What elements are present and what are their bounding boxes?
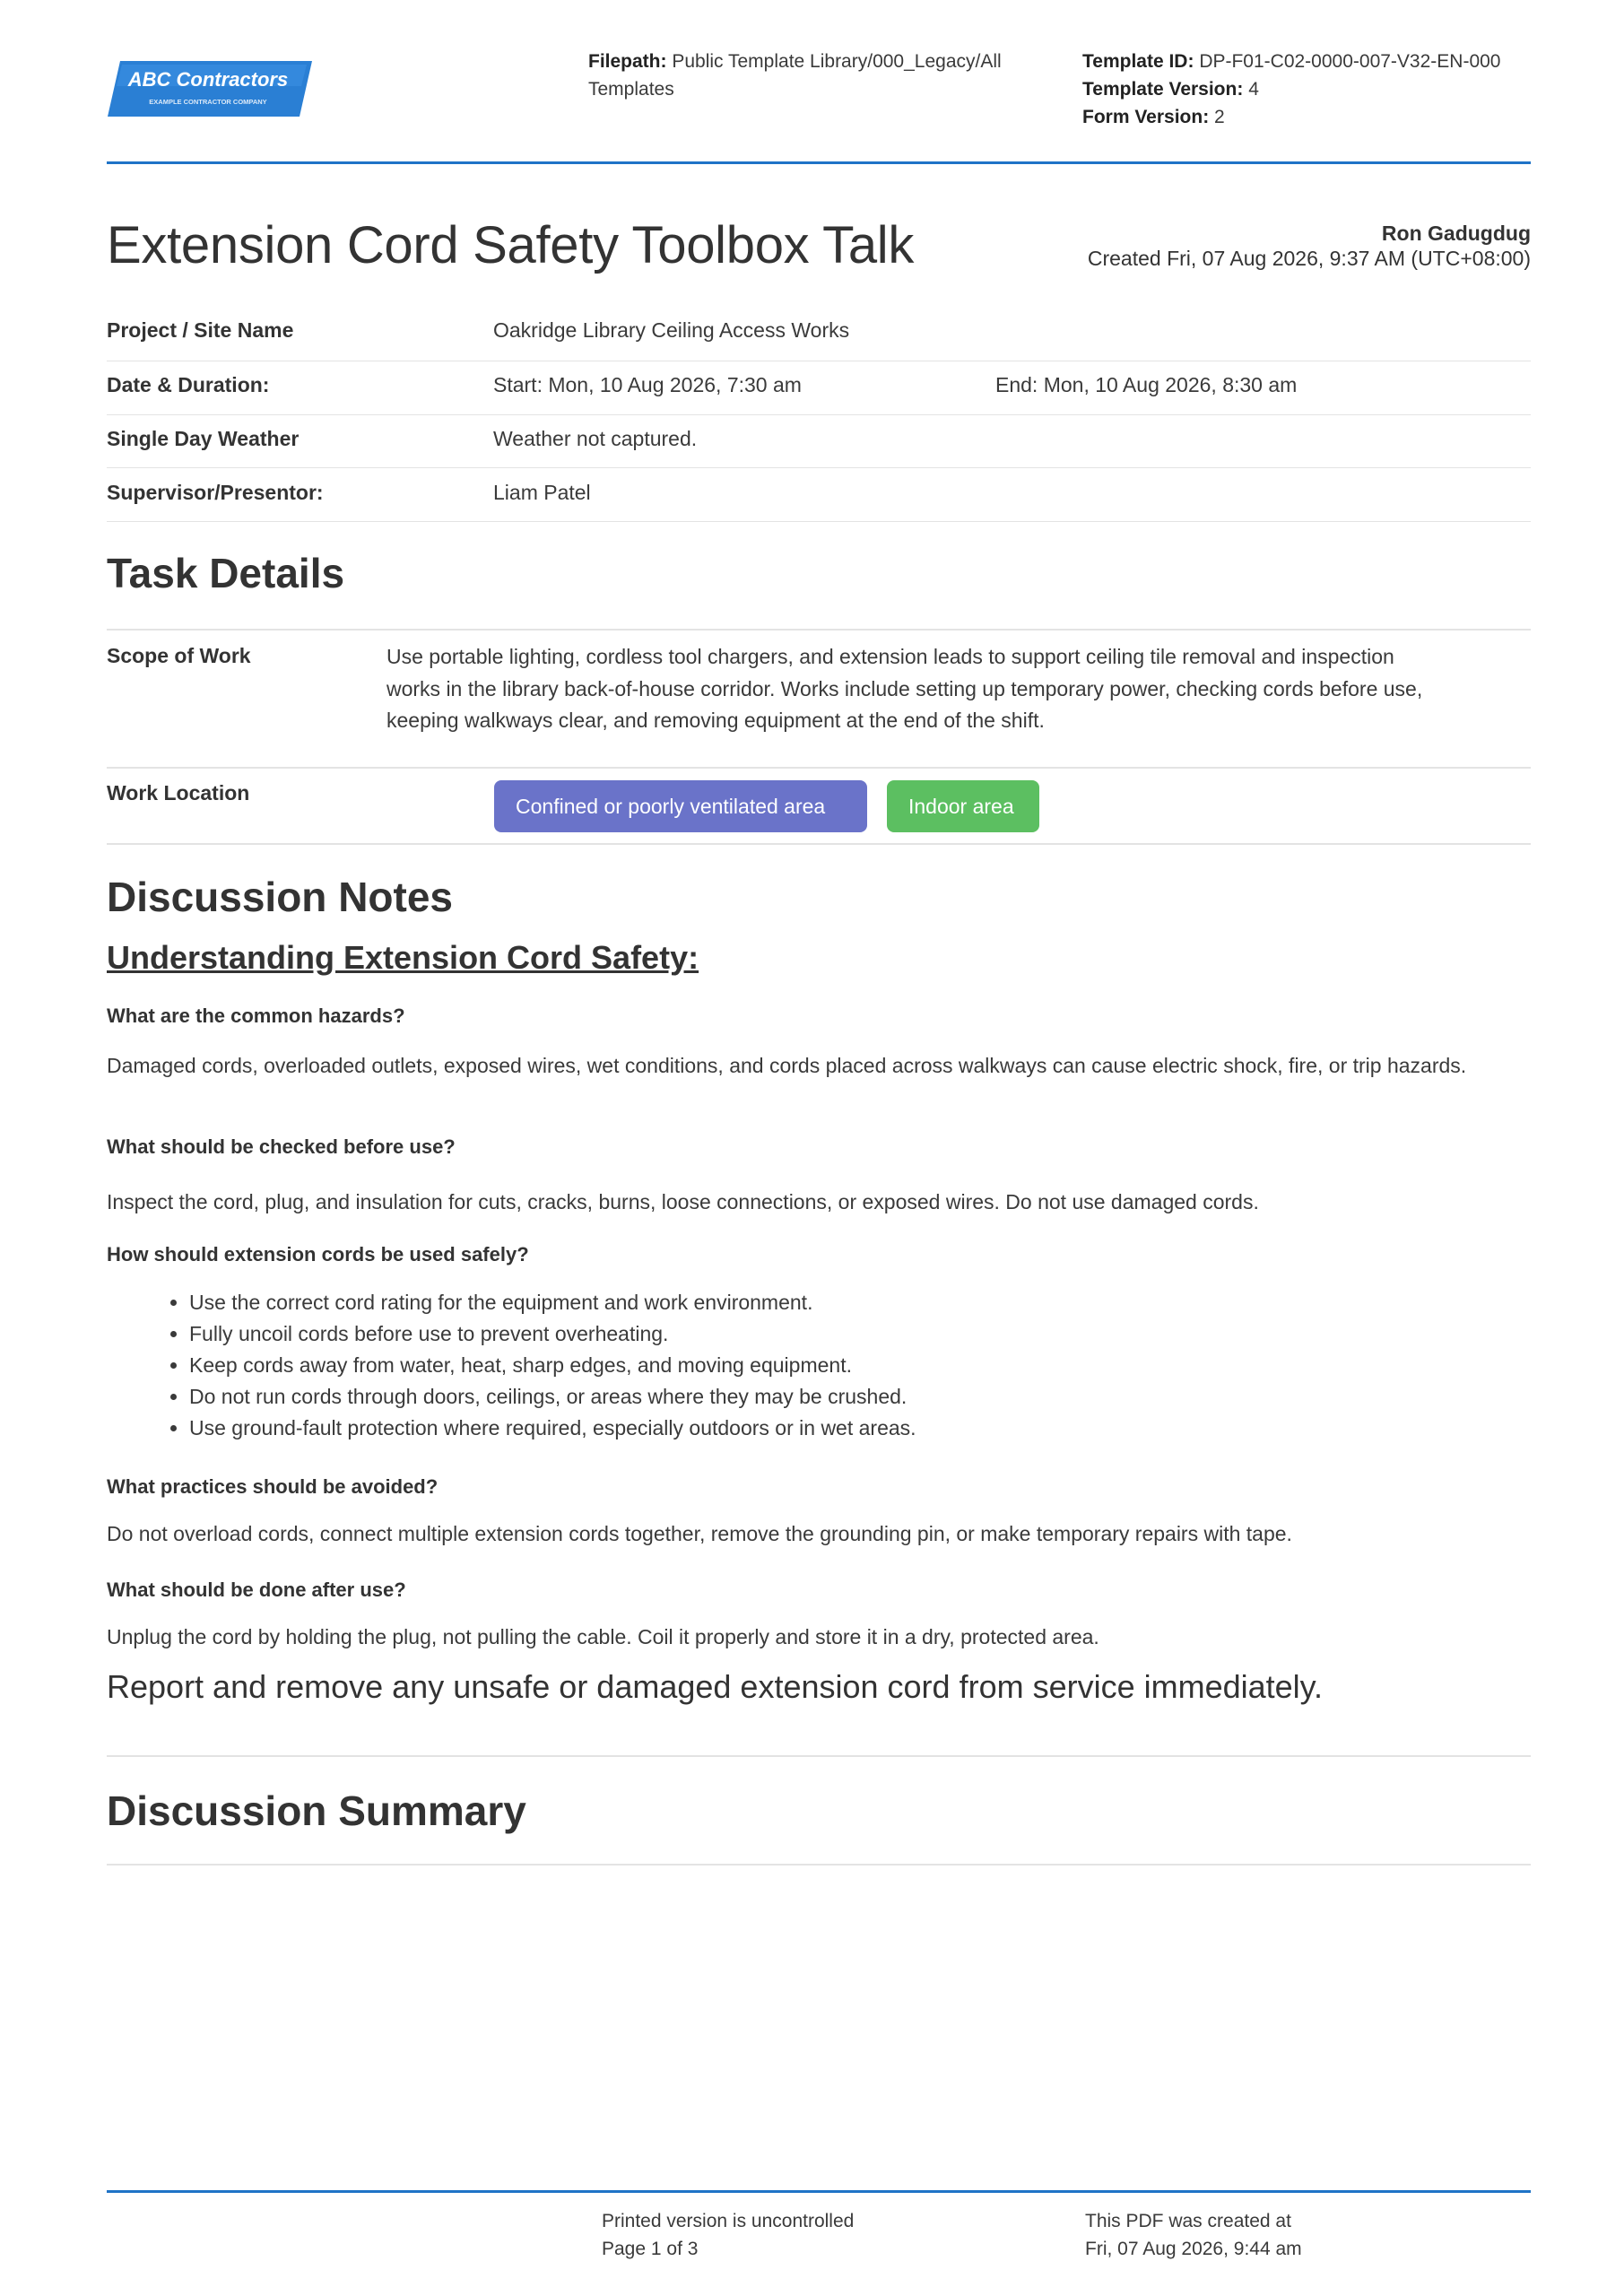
question-safe-use: How should extension cords be used safely? — [107, 1243, 529, 1265]
answer-after-use: Unplug the cord by holding the plug, not pulling the cable. Coil it properly and store it in a dry, protected area. — [107, 1625, 1099, 1648]
filepath-label: Filepath: — [588, 51, 667, 72]
uncontrolled-notice: Printed version is uncontrolled — [602, 2211, 855, 2231]
filepath-value: Public Template Library/000_Legacy/All Templates — [588, 51, 1002, 100]
answer-avoid: Do not overload cords, connect multiple extension cords together, remove the grounding pin, or make temporary repairs with tape. — [107, 1522, 1292, 1545]
task-details-heading: Task Details — [107, 550, 345, 596]
footer-divider — [107, 2190, 1531, 2193]
project-label: Project / Site Name — [107, 318, 294, 342]
form-version-value: 2 — [1214, 107, 1225, 127]
discussion-subheading: Understanding Extension Cord Safety: — [107, 939, 699, 976]
discussion-notes-heading: Discussion Notes — [107, 874, 453, 920]
weather-row — [107, 414, 1531, 468]
company-logo — [108, 59, 314, 118]
pdf-created-value: Fri, 07 Aug 2026, 9:44 am — [1085, 2239, 1302, 2259]
date-end: End: Mon, 10 Aug 2026, 8:30 am — [995, 373, 1298, 396]
date-start: Start: Mon, 10 Aug 2026, 7:30 am — [493, 373, 802, 396]
answer-hazards: Damaged cords, overloaded outlets, exposed wires, wet conditions, and cords placed across walkways can cause electric shock, fire, or trip hazards. — [107, 1054, 1467, 1077]
divider — [107, 1755, 1531, 1757]
date-row — [107, 361, 1531, 415]
logo-badge-icon — [108, 59, 314, 118]
weather-value: Weather not captured. — [493, 427, 698, 450]
list-item: • Fully uncoil cords before use to prevent overheating. — [189, 1318, 916, 1350]
weather-label: Single Day Weather — [107, 427, 300, 450]
question-hazards: What are the common hazards? — [107, 1004, 405, 1027]
divider — [107, 629, 1531, 631]
list-item: • Keep cords away from water, heat, sharp edges, and moving equipment. — [189, 1350, 916, 1381]
divider — [107, 843, 1531, 845]
supervisor-value: Liam Patel — [493, 481, 591, 504]
project-row — [107, 302, 1531, 361]
logo-text: ABC Contractors — [127, 68, 289, 91]
date-label: Date & Duration: — [107, 373, 270, 396]
question-avoid: What practices should be avoided? — [107, 1475, 439, 1498]
divider — [107, 767, 1531, 769]
template-id-label: Template ID: — [1082, 51, 1194, 72]
template-meta — [1082, 48, 1585, 131]
author-name: Ron Gadugdug — [1381, 222, 1531, 245]
footer-pdf-info — [1085, 2207, 1302, 2263]
location-tag-indoor: Indoor area — [887, 780, 1039, 832]
location-tag-confined: Confined or poorly ventilated area — [494, 780, 867, 832]
page-number: Page 1 of 3 — [602, 2239, 699, 2259]
filepath-meta — [588, 48, 1037, 103]
form-version-label: Form Version: — [1082, 107, 1210, 127]
header-divider — [107, 161, 1531, 164]
created-timestamp: Created Fri, 07 Aug 2026, 9:37 AM (UTC+08:00) — [1087, 247, 1531, 270]
closing-statement: Report and remove any unsafe or damaged extension cord from service immediately. — [107, 1668, 1323, 1705]
list-item: • Do not run cords through doors, ceilings, or areas where they may be crushed. — [189, 1381, 916, 1413]
list-item: • Use ground-fault protection where required, especially outdoors or in wet areas. — [189, 1413, 916, 1444]
discussion-summary-heading: Discussion Summary — [107, 1787, 526, 1834]
author-block — [1088, 221, 1531, 271]
scope-value: Use portable lighting, cordless tool chargers, and extension leads to support ceiling tile removal and inspection works in the library back-of-house corridor. Works include setting up temporary power, checking cords before use, keeping walkways clear, and removing equipment at the end of the shift. — [386, 645, 1423, 732]
supervisor-label: Supervisor/Presentor: — [107, 481, 324, 504]
pdf-created-label: This PDF was created at — [1085, 2211, 1291, 2231]
template-version-value: 4 — [1248, 79, 1259, 100]
question-after-use: What should be done after use? — [107, 1578, 406, 1601]
safe-use-list — [107, 1287, 916, 1444]
template-version-label: Template Version: — [1082, 79, 1244, 100]
template-id-value: DP-F01-C02-0000-007-V32-EN-000 — [1199, 51, 1501, 72]
answer-checks: Inspect the cord, plug, and insulation for cuts, cracks, burns, loose connections, or exposed wires. Do not use damaged cords. — [107, 1190, 1259, 1213]
page-title: Extension Cord Safety Toolbox Talk — [107, 216, 915, 274]
footer-print-info — [602, 2207, 854, 2263]
project-value: Oakridge Library Ceiling Access Works — [493, 318, 850, 342]
scope-label: Scope of Work — [107, 644, 251, 667]
question-checks: What should be checked before use? — [107, 1135, 456, 1158]
divider — [107, 1864, 1531, 1866]
location-label: Work Location — [107, 781, 250, 804]
supervisor-row — [107, 467, 1531, 522]
logo-tagline: EXAMPLE CONTRACTOR COMPANY — [149, 98, 267, 106]
list-item: • Use the correct cord rating for the equipment and work environment. — [189, 1287, 916, 1318]
